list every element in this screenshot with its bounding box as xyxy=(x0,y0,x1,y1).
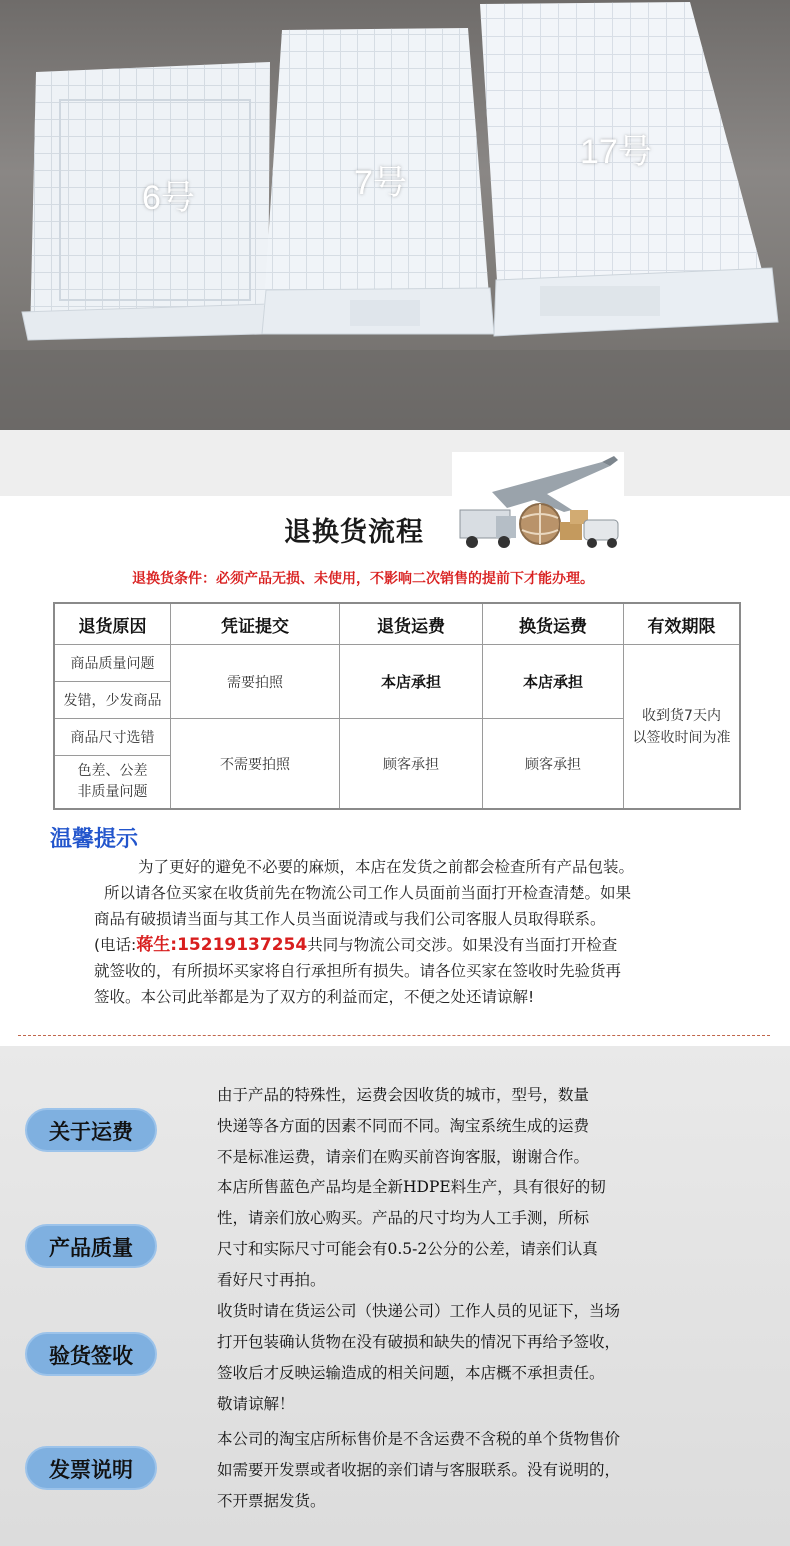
info-line: 本店所售蓝色产品均是全新HDPE料生产，具有很好的韧 xyxy=(217,1178,606,1196)
info-line: 签收后才反映运输造成的相关问题，本店概不承担责任。 xyxy=(217,1364,605,1382)
info-line: 如需要开发票或者收据的亲们请与客服联系。没有说明的， xyxy=(217,1461,621,1479)
tips-line: 所以请各位买家在收货前先在物流公司工作人员面前当面打开检查清楚。如果 xyxy=(104,884,632,902)
exchange-shipping-cell: 本店承担 xyxy=(483,645,624,719)
shipping-label: 关于运费 xyxy=(25,1108,157,1152)
exchange-shipping-cell: 顾客承担 xyxy=(483,719,624,810)
info-line: 快递等各方面的因素不同而不同。淘宝系统生成的运费 xyxy=(217,1117,590,1135)
invoice-text xyxy=(217,1424,757,1517)
return-exchange-section xyxy=(0,430,790,1030)
inspection-label: 验货签收 xyxy=(25,1332,157,1376)
validity-cell: 收到货7天内 以签收时间为准 xyxy=(624,645,741,810)
info-line: 看好尺寸再拍。 xyxy=(217,1271,326,1289)
info-line: 不是标准运费，请亲们在购买前咨询客服，谢谢合作。 xyxy=(217,1148,590,1166)
shipping-text xyxy=(217,1080,757,1173)
return-shipping-cell: 顾客承担 xyxy=(340,719,483,810)
reason-cell: 色差、公差 非质量问题 xyxy=(54,756,171,810)
reason-cell: 商品尺寸选错 xyxy=(54,719,171,756)
divider xyxy=(18,1035,770,1036)
gray-strip xyxy=(0,430,790,496)
header-return-shipping: 退货运费 xyxy=(340,603,483,645)
reason-cell: 发错，少发商品 xyxy=(54,682,171,719)
phone-prefix: (电话: xyxy=(94,936,137,954)
tips-title: 温馨提示 xyxy=(50,827,139,852)
return-condition: 退换货条件：必须产品无损、未使用，不影响二次销售的提前下才能办理。 xyxy=(132,571,594,587)
info-line: 敬请谅解！ xyxy=(217,1395,295,1413)
crate-17-label: 17号 xyxy=(580,133,652,171)
info-line: 性，请亲们放心购买。产品的尺寸均为人工手测，所标 xyxy=(217,1209,590,1227)
table-header-row xyxy=(54,603,740,645)
header-reason: 退货原因 xyxy=(54,603,171,645)
info-line: 打开包装确认货物在没有破损和缺失的情况下再给予签收， xyxy=(217,1333,621,1351)
tips-line: 就签收的，有所损坏买家将自行承担所有损失。请各位买家在签收时先验货再 xyxy=(94,962,622,980)
quality-label: 产品质量 xyxy=(25,1224,157,1268)
header-validity: 有效期限 xyxy=(624,603,741,645)
return-shipping-cell: 本店承担 xyxy=(340,645,483,719)
section-title: 退换货流程 xyxy=(284,517,424,548)
logistics-icon xyxy=(452,452,624,558)
crate-7-label: 7号 xyxy=(354,164,407,202)
header-proof: 凭证提交 xyxy=(171,603,340,645)
tips-body xyxy=(94,854,714,1010)
info-line: 尺寸和实际尺寸可能会有0.5-2公分的公差，请亲们认真 xyxy=(217,1240,598,1258)
crate-6-label: 6号 xyxy=(142,179,195,217)
tips-line: 签收。本公司此举都是为了双方的利益而定，不便之处还请谅解! xyxy=(94,988,535,1006)
reason-cell: 商品质量问题 xyxy=(54,645,171,682)
header-exchange-shipping: 换货运费 xyxy=(483,603,624,645)
proof-cell: 需要拍照 xyxy=(171,645,340,719)
phone-suffix: 共同与物流公司交涉。如果没有当面打开检查 xyxy=(307,936,618,954)
proof-cell: 不需要拍照 xyxy=(171,719,340,810)
info-section xyxy=(0,1046,790,1546)
invoice-label: 发票说明 xyxy=(25,1446,157,1490)
crates-illustration xyxy=(0,0,790,430)
info-line: 收货时请在货运公司（快递公司）工作人员的见证下，当场 xyxy=(217,1302,621,1320)
product-photo xyxy=(0,0,790,430)
quality-text xyxy=(217,1172,757,1296)
info-line: 不开票据发货。 xyxy=(217,1492,326,1510)
tips-line: 为了更好的避免不必要的麻烦，本店在发货之前都会检查所有产品包装。 xyxy=(138,858,635,876)
return-policy-table xyxy=(53,602,741,810)
tips-line: 商品有破损请当面与其工作人员当面说清或与我们公司客服人员取得联系。 xyxy=(94,910,606,928)
info-line: 由于产品的特殊性，运费会因收货的城市，型号，数量 xyxy=(217,1086,590,1104)
inspection-text xyxy=(217,1296,757,1420)
tips-phone-line xyxy=(94,932,714,958)
info-line: 本公司的淘宝店所标售价是不含运费不含税的单个货物售价 xyxy=(217,1430,621,1448)
phone-contact: 蒋生:15219137254 xyxy=(136,935,308,955)
table-row xyxy=(54,645,740,682)
